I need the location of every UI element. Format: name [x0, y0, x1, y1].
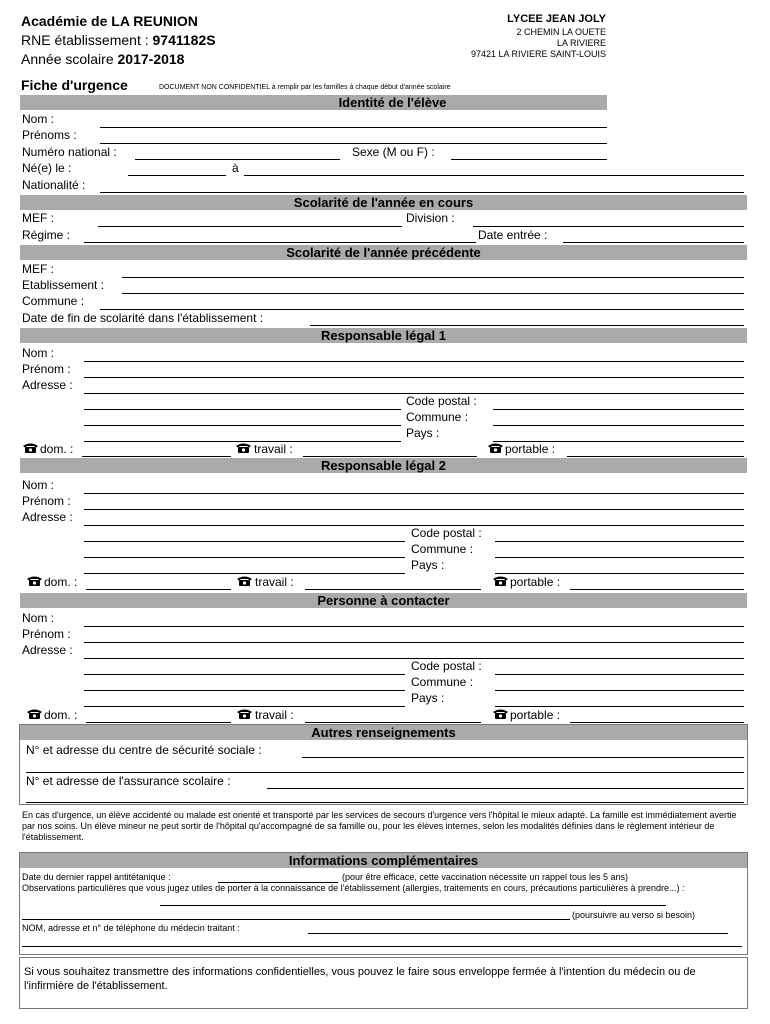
non-confidential-note: DOCUMENT NON CONFIDENTIEL à remplir par les familles à chaque début d'année scolaire	[159, 84, 451, 91]
field-resp2-travail[interactable]	[305, 589, 481, 590]
rappel-note: (pour être efficace, cette vaccination nécessite un rappel tous les 5 ans)	[342, 872, 628, 882]
label-resp1-prenom: Prénom :	[22, 362, 71, 376]
school-address-3: 97421 LA RIVIERE SAINT-LOUIS	[470, 49, 606, 59]
field-resp1-travail[interactable]	[303, 456, 477, 457]
field-resp2-adresse-4[interactable]	[84, 573, 405, 574]
label-observations: Observations particulières que vous jugez utiles de porter à la connaissance de l'établissement (allergies, traitements en cours, précautions particulières à prendre...) :	[22, 883, 685, 893]
field-resp2-code-postal[interactable]	[495, 541, 744, 542]
field-resp2-nom[interactable]	[84, 493, 744, 494]
section-scol-prec-heading: Scolarité de l'année précédente	[20, 245, 747, 260]
label-division: Division :	[406, 211, 455, 225]
field-contact-travail[interactable]	[305, 722, 481, 723]
field-resp1-dom[interactable]	[82, 456, 231, 457]
section-scol-cours-heading: Scolarité de l'année en cours	[20, 195, 747, 210]
field-contact-dom[interactable]	[86, 722, 231, 723]
field-date-naissance[interactable]	[128, 175, 226, 176]
field-resp1-prenom[interactable]	[84, 377, 744, 378]
field-contact-adresse-4[interactable]	[84, 706, 405, 707]
field-commune-prec[interactable]	[100, 309, 744, 310]
label-numero-national: Numéro national :	[22, 145, 117, 159]
field-resp2-prenom[interactable]	[84, 509, 744, 510]
label-resp1-code-postal: Code postal :	[406, 394, 477, 408]
label-resp1-pays: Pays :	[406, 426, 440, 440]
field-sexe[interactable]	[451, 159, 607, 160]
label-contact-nom: Nom :	[22, 611, 55, 625]
rne-value: 9741182S	[152, 32, 216, 48]
field-contact-nom[interactable]	[84, 626, 744, 627]
label-medecin: NOM, adresse et n° de téléphone du médecin traitant :	[22, 923, 240, 933]
field-secu-2[interactable]	[26, 772, 744, 773]
label-resp1-dom: dom. :	[40, 442, 74, 456]
section-resp1-heading: Responsable légal 1	[20, 328, 747, 343]
label-resp1-travail: travail :	[254, 442, 293, 456]
telephone-icon	[492, 708, 509, 719]
field-contact-adresse-2[interactable]	[84, 674, 405, 675]
telephone-icon	[26, 708, 43, 719]
field-medecin-2[interactable]	[22, 946, 742, 947]
field-regime[interactable]	[84, 242, 476, 243]
label-sexe: Sexe (M ou F) :	[352, 145, 435, 159]
field-secu[interactable]	[302, 757, 744, 758]
label-mef-cours: MEF :	[22, 211, 54, 225]
label-assurance: N° et adresse de l'assurance scolaire :	[26, 774, 231, 788]
field-assurance[interactable]	[267, 788, 744, 789]
label-etablissement: Etablissement :	[22, 278, 105, 292]
annee-line	[21, 50, 216, 69]
field-resp1-adresse-3[interactable]	[84, 425, 401, 426]
label-resp2-dom: dom. :	[44, 575, 78, 589]
field-contact-portable[interactable]	[570, 722, 744, 723]
label-contact-prenom: Prénom :	[22, 627, 71, 641]
label-resp2-adresse: Adresse :	[22, 510, 73, 524]
label-prenoms: Prénoms :	[22, 128, 77, 142]
confidentiel-paragraph: Si vous souhaitez transmettre des informations confidentielles, vous pouvez le faire sous enveloppe fermée à l'intention du médecin ou de l'infirmière de l'établissement.	[24, 966, 696, 992]
field-contact-pays[interactable]	[495, 706, 744, 707]
annee-value: 2017-2018	[117, 51, 185, 67]
telephone-icon	[236, 708, 253, 719]
field-resp2-dom[interactable]	[86, 589, 231, 590]
field-resp1-commune[interactable]	[493, 425, 744, 426]
label-resp1-adresse: Adresse :	[22, 378, 73, 392]
telephone-icon	[22, 442, 39, 453]
field-contact-prenom[interactable]	[84, 642, 744, 643]
field-prenoms[interactable]	[100, 143, 607, 144]
label-secu: N° et adresse du centre de sécurité sociale :	[26, 743, 262, 757]
label-resp2-portable: portable :	[510, 575, 561, 589]
field-etablissement[interactable]	[122, 293, 744, 294]
form-title: Fiche d'urgence	[21, 77, 128, 93]
label-contact-travail: travail :	[255, 708, 294, 722]
field-resp1-portable[interactable]	[567, 456, 744, 457]
field-mef-cours[interactable]	[98, 226, 402, 227]
section-resp2-heading: Responsable légal 2	[20, 458, 747, 473]
telephone-icon	[26, 575, 43, 586]
field-lieu-naissance[interactable]	[244, 175, 744, 176]
field-medecin[interactable]	[308, 933, 728, 934]
field-resp1-adresse-2[interactable]	[84, 409, 401, 410]
academie: Académie de LA REUNION	[21, 13, 198, 29]
urgence-paragraph: En cas d'urgence, un élève accidenté ou malade est orienté et transporté par les services de secours d'urgence vers l'hôpital le mieux adapté. La famille est immédiatement avertie par nos soins. Un élève mineur ne peut sortir de l'hôpital qu'accompagné de sa famille ou, pour les élèves internes, selon les modalités définies dans le règlement intérieur de l'établissement.	[22, 810, 737, 842]
annee-label: Année scolaire	[21, 51, 118, 67]
label-resp2-nom: Nom :	[22, 478, 55, 492]
field-mef-prec[interactable]	[122, 277, 744, 278]
label-resp2-travail: travail :	[255, 575, 294, 589]
section-complements-heading: Informations complémentaires	[20, 853, 747, 868]
label-regime: Régime :	[22, 228, 71, 242]
label-contact-portable: portable :	[510, 708, 561, 722]
label-contact-commune: Commune :	[411, 675, 474, 689]
field-resp1-nom[interactable]	[84, 361, 744, 362]
section-autres-heading: Autres renseignements	[20, 725, 747, 740]
field-observations[interactable]	[160, 905, 666, 906]
field-observations-2[interactable]	[22, 919, 570, 920]
label-resp2-pays: Pays :	[411, 558, 445, 572]
section-contact-heading: Personne à contacter	[20, 593, 747, 608]
field-resp2-adresse-2[interactable]	[84, 541, 405, 542]
label-ne-le: Né(e) le :	[22, 161, 72, 175]
field-contact-adresse-3[interactable]	[84, 690, 405, 691]
label-date-fin: Date de fin de scolarité dans l'établissement :	[22, 311, 264, 325]
label-resp2-commune: Commune :	[411, 542, 474, 556]
school-address-1: 2 CHEMIN LA OUETE	[516, 27, 606, 37]
label-contact-adresse: Adresse :	[22, 643, 73, 657]
field-resp2-pays[interactable]	[495, 573, 744, 574]
header-left	[21, 12, 216, 69]
section-identite-heading: Identité de l'élève	[178, 95, 607, 110]
section-bar-left	[20, 95, 178, 110]
field-resp1-code-postal[interactable]	[493, 409, 744, 410]
label-contact-code-postal: Code postal :	[411, 659, 482, 673]
telephone-icon	[235, 442, 252, 453]
label-mef-prec: MEF :	[22, 262, 54, 276]
telephone-icon	[236, 575, 253, 586]
label-a: à	[232, 161, 239, 175]
label-rappel: Date du dernier rappel antitétanique :	[22, 872, 171, 882]
label-resp2-code-postal: Code postal :	[411, 526, 482, 540]
rne-line	[21, 31, 216, 50]
field-date-entree[interactable]	[563, 242, 744, 243]
field-division[interactable]	[473, 226, 744, 227]
label-contact-dom: dom. :	[44, 708, 78, 722]
telephone-icon	[487, 442, 504, 453]
label-resp1-commune: Commune :	[406, 410, 469, 424]
field-assurance-2[interactable]	[26, 802, 744, 803]
field-resp2-commune[interactable]	[495, 557, 744, 558]
telephone-icon	[492, 575, 509, 586]
label-nom: Nom :	[22, 112, 55, 126]
label-resp2-prenom: Prénom :	[22, 494, 71, 508]
rne-label: RNE établissement :	[21, 32, 153, 48]
field-resp2-portable[interactable]	[570, 589, 744, 590]
field-nom[interactable]	[100, 127, 607, 128]
field-resp2-adresse-3[interactable]	[84, 557, 405, 558]
header-right	[420, 12, 606, 60]
school-name: LYCEE JEAN JOLY	[507, 13, 606, 25]
label-resp1-portable: portable :	[505, 442, 556, 456]
label-resp1-nom: Nom :	[22, 346, 55, 360]
label-nationalite: Nationalité :	[22, 178, 86, 192]
field-contact-code-postal[interactable]	[495, 674, 744, 675]
suite-note: (poursuivre au verso si besoin)	[572, 910, 696, 920]
label-date-entree: Date entrée :	[478, 228, 548, 242]
field-nationalite[interactable]	[100, 192, 744, 193]
field-numero-national[interactable]	[135, 159, 340, 160]
school-address-2: LA RIVIERE	[556, 38, 606, 48]
label-contact-pays: Pays :	[411, 691, 445, 705]
field-date-fin[interactable]	[310, 325, 744, 326]
label-commune-prec: Commune :	[22, 294, 85, 308]
field-contact-commune[interactable]	[495, 690, 744, 691]
